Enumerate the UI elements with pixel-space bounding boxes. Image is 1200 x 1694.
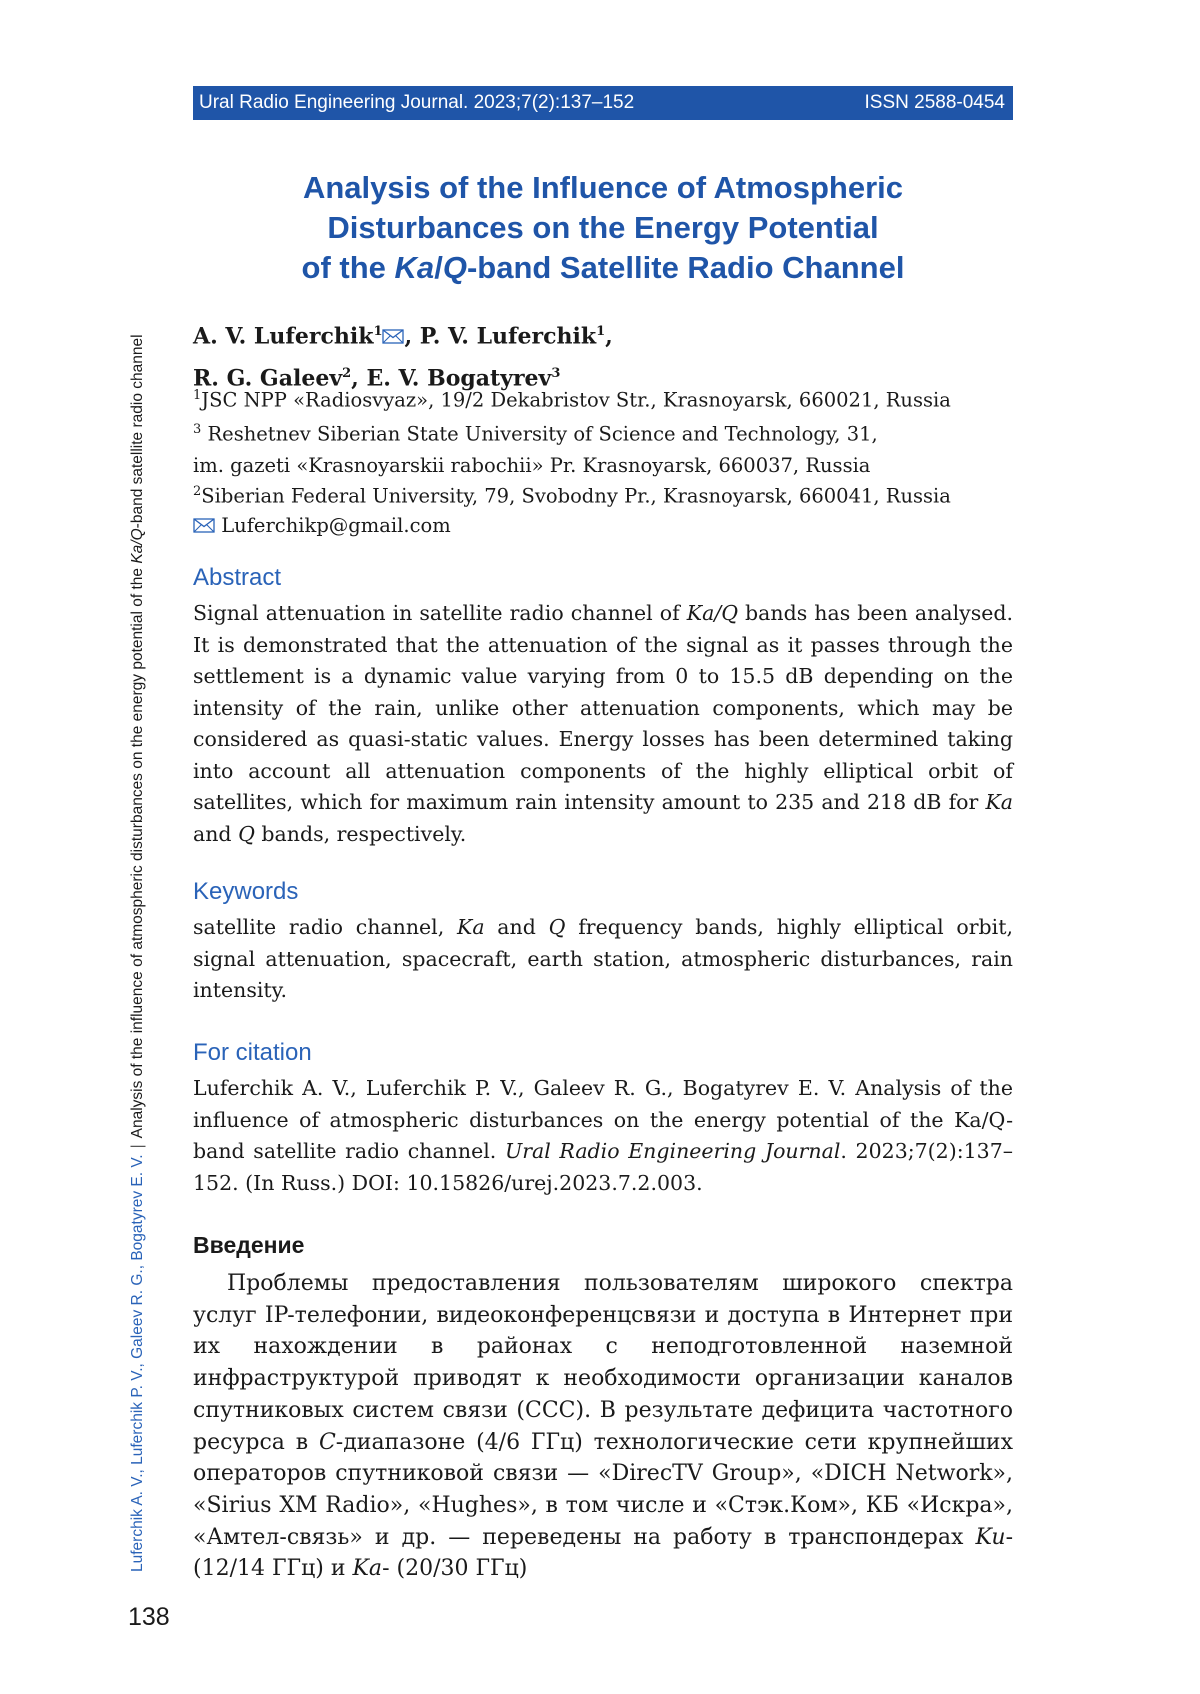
abstract-ital-1: Ka/Q — [687, 601, 738, 625]
intro-part-4: - (20/30 ГГц) — [382, 1556, 527, 1581]
affiliation-1-text: JSC NPP «Radiosvyaz», 19/2 Dekabristov Str., Krasnoyarsk, 660021, Russia — [201, 389, 951, 412]
title-line-3-pre: of the — [302, 250, 395, 285]
title-slash: / — [434, 250, 443, 285]
article-title — [193, 168, 1013, 288]
abstract-ital-3: Q — [238, 822, 255, 846]
title-line-2: Disturbances on the Energy Potential — [327, 210, 878, 245]
keywords-part-3: frequency bands, highly elliptical orbit, signal attenuation, spacecraft, earth station, atmospheric disturbances, rain intensity. — [193, 915, 1013, 1002]
abstract-ital-2: Ka — [985, 790, 1013, 814]
title-q: Q — [443, 250, 467, 285]
affiliation-3-sup: 3 — [193, 422, 201, 437]
author-4: , E. V. Bogatyrev — [351, 366, 551, 392]
journal-citation-header: Ural Radio Engineering Journal. 2023;7(2):137–152 — [199, 92, 634, 114]
author-3-sup: 2 — [342, 366, 351, 381]
citation-journal: Ural Radio Engineering Journal — [505, 1139, 840, 1163]
side-running-separator: | — [129, 1144, 146, 1148]
citation-part-1: Luferchik A. V., Luferchik P. V., Galeev R. G., Bogatyrev E. V. Analysis of the influence of atmospheric disturbances on the energy potential of the Ka/Q-band satellite radio channel. — [193, 1076, 1013, 1163]
affiliation-2-sup: 2 — [193, 484, 201, 499]
intro-ital-2: Ku — [975, 1525, 1005, 1550]
keywords-ital-1: Ka — [457, 915, 485, 939]
intro-heading: Введение — [193, 1232, 304, 1259]
affiliation-2-text: Siberian Federal University, 79, Svobodny Pr., Krasnoyarsk, 660041, Russia — [201, 485, 951, 508]
abstract-part-2: bands has been analysed. It is demonstrated that the attenuation of the signal as it passes through the settlement is a dynamic value varying from 0 to 15.5 dB depending on the intensity of the rain, unlike other attenuation components, which may be considered as quasi-static values. Energy losses has been determined taking into account all attenuation components of the highly elliptical orbit of satellites, which for maximum rain intensity amount to 235 and 218 dB for — [193, 601, 1013, 814]
side-running-title-1: Analysis of the influence of atmospheric disturbances on the energy potential of the — [129, 564, 146, 1139]
intro-part-1: Проблемы предоставления пользователям широкого спектра услуг IP-телефонии, видеоконференцсвязи и доступа в Интернет при их нахождении в районах с неподготовленной наземной инфраструктурой приводят к необходимости организации каналов спутниковых систем связи (ССС). В результате дефицита частотного ресурса в — [193, 1271, 1013, 1455]
author-2-comma: , — [605, 323, 613, 349]
intro-part-3: - (12/14 ГГц) и — [193, 1525, 1013, 1582]
intro-ital-3: Ka — [353, 1556, 383, 1581]
issn-label: ISSN 2588-0454 — [865, 92, 1006, 114]
title-line-3-post: -band Satellite Radio Channel — [467, 250, 905, 285]
affiliation-3 — [193, 414, 1023, 481]
abstract-heading: Abstract — [193, 564, 281, 592]
affiliation-1-sup: 1 — [193, 388, 201, 403]
affiliation-2 — [193, 476, 1023, 512]
author-2: , P. V. Luferchik — [404, 323, 596, 349]
keywords-heading: Keywords — [193, 878, 298, 906]
author-1: A. V. Luferchik — [193, 323, 373, 349]
abstract-text — [193, 598, 1013, 850]
author-3: R. G. Galeev — [193, 366, 342, 392]
intro-ital-1: C — [319, 1430, 336, 1455]
side-running-authors: Luferchik A. V., Luferchik P. V., Galeev R. G., Bogatyrev E. V. — [129, 1154, 146, 1572]
abstract-part-1: Signal attenuation in satellite radio channel of — [193, 601, 687, 625]
side-running-title-2: -band satellite radio channel — [129, 334, 146, 528]
author-2-sup: 1 — [596, 324, 605, 339]
affiliation-3-line-2: im. gazeti «Krasnoyarskii rabochii» Pr. Krasnoyarsk, 660037, Russia — [193, 454, 870, 477]
intro-paragraph — [193, 1268, 1013, 1585]
affiliation-3-line-1: Reshetnev Siberian State University of Science and Technology, 31, — [201, 423, 877, 446]
side-running-title-italic: Ka/Q — [129, 528, 146, 563]
keywords-part-2: and — [485, 915, 549, 939]
page-number: 138 — [128, 1603, 170, 1632]
abstract-part-3: and — [193, 822, 238, 846]
title-line-1: Analysis of the Influence of Atmospheric — [303, 170, 903, 205]
journal-header-bar — [193, 86, 1013, 120]
keywords-text — [193, 912, 1013, 1007]
email-address[interactable]: Luferchikp@gmail.com — [221, 514, 451, 537]
side-running-header — [127, 222, 149, 1572]
citation-heading: For citation — [193, 1039, 312, 1067]
author-1-sup: 1 — [373, 324, 382, 339]
email-line — [193, 510, 1023, 541]
email-envelope-icon — [193, 518, 215, 533]
title-ka: Ka — [395, 250, 435, 285]
keywords-ital-2: Q — [549, 915, 566, 939]
author-4-sup: 3 — [551, 366, 560, 381]
envelope-icon — [382, 329, 404, 344]
citation-text — [193, 1073, 1013, 1199]
abstract-part-4: bands, respectively. — [255, 822, 466, 846]
intro-part-2: -диапазоне (4/6 ГГц) технологические сети крупнейших операторов спутниковой связи — «DirecTV Group», «DICH Network», «Sirius XM Radio», «Hughes», в том числе и «Стэк.Ком», КБ «Искра», «Амтел-связь» и др. — переведены на работу в транспондерах — [193, 1430, 1013, 1550]
affiliation-1 — [193, 380, 1023, 416]
keywords-part-1: satellite radio channel, — [193, 915, 457, 939]
citation-part-2: . 2023;7(2):137–152. (In Russ.) DOI: 10.15826/urej.2023.7.2.003. — [193, 1139, 1013, 1195]
